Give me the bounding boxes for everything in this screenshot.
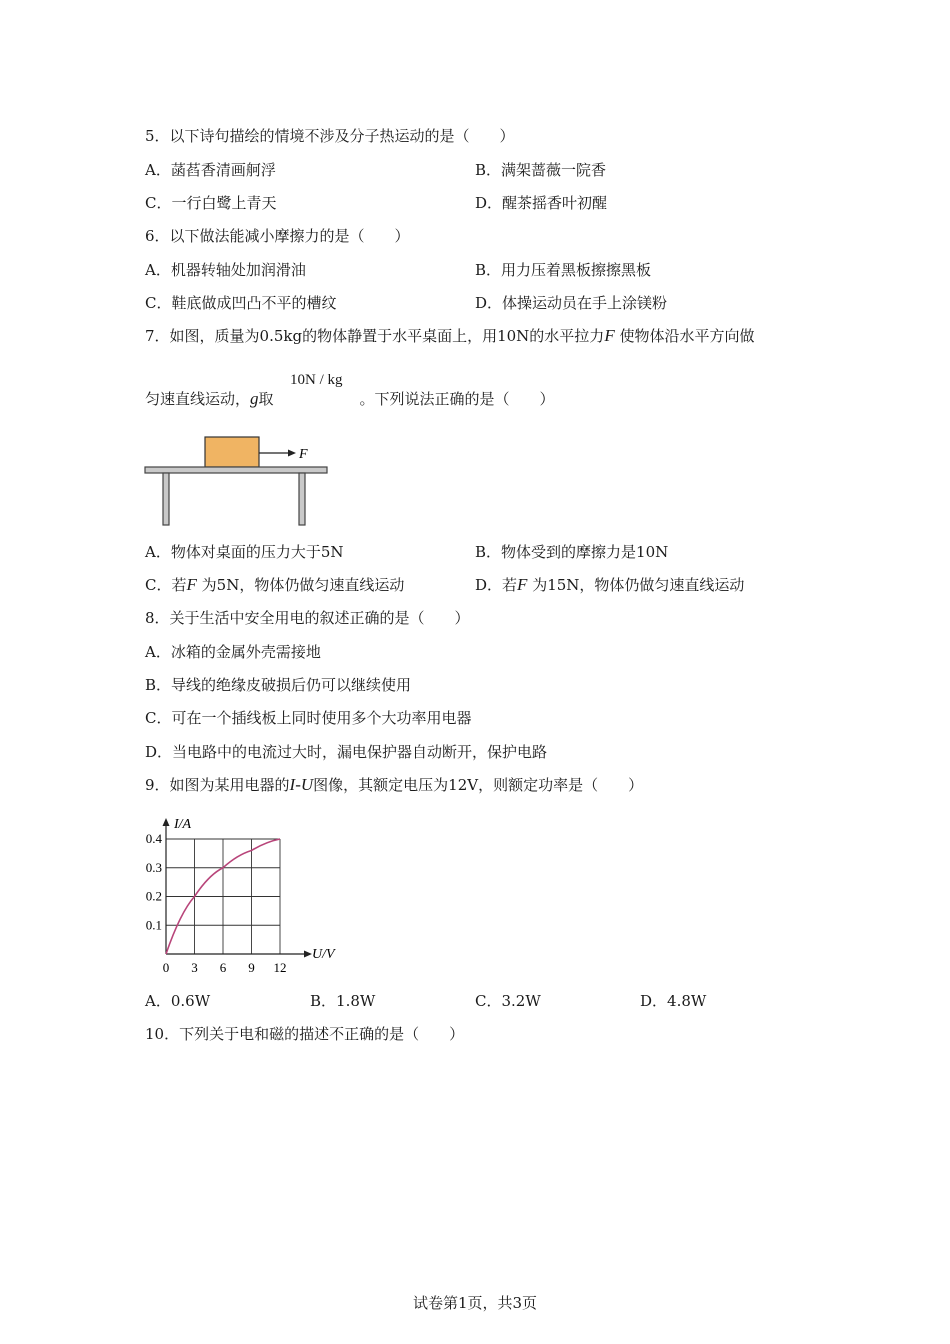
q8-option-a: A．冰箱的金属外壳需接地	[145, 643, 321, 661]
y-axis-label: I/A	[174, 817, 192, 832]
page-footer: 试卷第1页，共3页	[412, 1294, 538, 1312]
q10-stem: 10．下列关于电和磁的描述不正确的是（ ）	[145, 1025, 465, 1043]
q9-var-iu: I-U	[289, 775, 314, 794]
q7-option-c-post: 为5N，物体仍做匀速直线运动	[201, 576, 405, 594]
q7-option-c	[145, 575, 404, 595]
y-axis-arrow	[163, 818, 170, 826]
q7-option-d-pre: D．若	[475, 576, 518, 594]
q9-option-c: C．3.2W	[475, 992, 541, 1010]
q9-option-d: D．4.8W	[640, 992, 707, 1010]
q9-stem-a: 9．如图为某用电器的	[145, 776, 290, 794]
q7-option-a: A．物体对桌面的压力大于5N	[145, 543, 344, 561]
q7-var-g: g	[250, 389, 259, 408]
q8-option-b: B．导线的绝缘皮破损后仍可以继续使用	[145, 676, 412, 694]
q7-stem-b: 使物体沿水平方向做	[619, 327, 755, 345]
q7-option-c-var: F	[186, 575, 197, 594]
q7-stem-d: 取	[258, 390, 274, 408]
q5-option-b: B．满架蔷薇一院香	[475, 161, 607, 179]
x-tick-label: 0	[162, 960, 170, 975]
q7-option-d-var: F	[517, 575, 528, 594]
q9-option-a: A．0.6W	[145, 992, 211, 1010]
y-tick-label: 0.4	[145, 831, 162, 846]
x-tick-label: 6	[219, 960, 227, 975]
q7-stem-line1	[145, 326, 755, 346]
q7-option-d	[475, 575, 744, 595]
x-tick-label: 12	[273, 960, 287, 975]
q7-stem-a: 7．如图，质量为0.5kg的物体静置于水平桌面上，用10N的水平拉力	[145, 327, 605, 345]
table-figure	[140, 430, 340, 530]
chart-grid	[166, 839, 280, 954]
q7-option-d-post: 为15N，物体仍做匀速直线运动	[532, 576, 745, 594]
q7-option-c-pre: C．若	[145, 576, 187, 594]
q8-option-d: D．当电路中的电流过大时，漏电保护器自动断开，保护电路	[145, 743, 548, 761]
q7-option-b: B．物体受到的摩擦力是10N	[475, 543, 669, 561]
q6-stem: 6．以下做法能减小摩擦力的是（ ）	[145, 227, 410, 245]
q5-stem: 5．以下诗句描绘的情境不涉及分子热运动的是（ ）	[145, 127, 515, 145]
q9-stem	[145, 775, 643, 795]
tabletop	[145, 467, 327, 473]
y-tick-label: 0.1	[145, 917, 162, 933]
q9-option-b: B．1.8W	[310, 992, 376, 1010]
q5-option-c: C．一行白鹭上青天	[145, 194, 277, 212]
q9-stem-b: 图像，其额定电压为12V，则额定功率是（ ）	[313, 776, 644, 794]
y-tick-label: 0.2	[145, 888, 162, 904]
iu-chart	[140, 810, 360, 975]
force-label: F	[299, 447, 308, 462]
q8-option-c: C．可在一个插线板上同时使用多个大功率用电器	[145, 709, 472, 727]
q8-stem: 8．关于生活中安全用电的叙述正确的是（ ）	[145, 609, 470, 627]
table-leg-right	[299, 473, 305, 525]
q5-option-a: A．菡萏香清画舸浮	[145, 161, 276, 179]
q5-option-d: D．醒茶摇香叶初醒	[475, 194, 608, 212]
q6-option-b: B．用力压着黑板擦擦黑板	[475, 261, 652, 279]
q6-option-c: C．鞋底做成凹凸不平的槽纹	[145, 294, 337, 312]
force-arrowhead	[288, 450, 296, 457]
x-tick-label: 3	[191, 960, 198, 975]
q7-stem-e: 。下列说法正确的是（ ）	[359, 390, 555, 408]
table-leg-left	[163, 473, 169, 525]
q6-option-d: D．体操运动员在手上涂镁粉	[475, 294, 668, 312]
q6-option-a: A．机器转轴处加润滑油	[145, 261, 306, 279]
block	[205, 437, 259, 467]
q7-var-f: F	[604, 326, 615, 345]
x-axis-arrow	[304, 951, 312, 958]
q7-stem-line2	[145, 389, 555, 409]
q7-g-value: 10N / kg	[290, 372, 343, 388]
x-tick-label: 9	[248, 960, 255, 975]
q7-stem-c: 匀速直线运动，	[145, 390, 251, 408]
y-tick-label: 0.3	[145, 859, 162, 875]
x-axis-label: U/V	[312, 947, 335, 962]
